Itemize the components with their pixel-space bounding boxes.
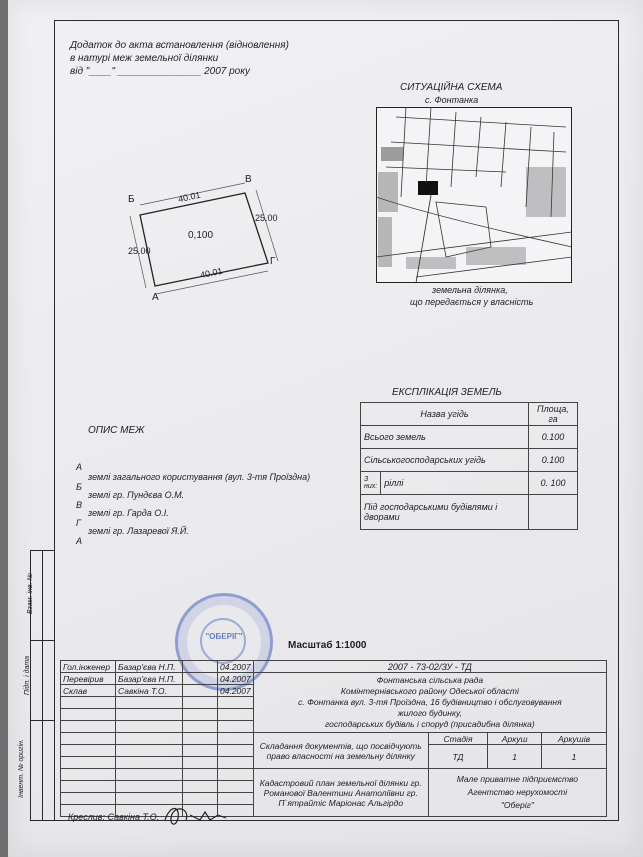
doc-title-cell: Складання документів, що посвідчують право власності на земельну ділянку	[253, 733, 428, 769]
organization-block: Фонтанська сільська рада Комінтернівського району Одеської області с. Фонтанка вул. 3-тя Проїздна, 16 будівництво і обслуговування жилого будинку, господарських будівль і споруд (присадибна ділянка)	[253, 673, 606, 733]
scheme-title: СИТУАЦІЙНА СХЕМА	[400, 82, 503, 93]
explication-table	[360, 402, 578, 530]
side-strip-line	[30, 550, 55, 551]
table-row: Сільськогосподарських угідь 0.100	[361, 449, 578, 472]
seal-inner-ring	[200, 618, 246, 664]
plot-side-top: 40.01	[177, 189, 202, 205]
scheme-caption-1: земельна ділянка,	[432, 285, 508, 295]
boundary-to-0: Б	[76, 482, 82, 492]
title-block: Гол.інженер Базар'єва Н.П. 04.2007 2007 - 73-02/ЗУ - ТД Перевірив Базар'єва Н.П. 04.2007 Фонтанська сільська рада Комінтернівського району Одеської області с. Фонтанка вул. 3-тя Проїздна, 16 будівництво і обслуговування жилого будинку, господарських будівль і споруд (присадибна ділянка) Склав Савкіна Т.О. 04.2007 Складання документів, що посвідчують право власності на земельну ділянку Стадія Аркуш Аркушів ТД 1 1 Кадастровий план земельної ділянки гр. Романової Валентини Анатоліївни гр. П`ятрайтіс Маріонас Альгірдо Мале приватне підприємство Агентство нерухомості "Оберіг"	[60, 660, 607, 817]
side-strip-line	[30, 640, 55, 641]
col-area-header: Площа, га	[528, 403, 577, 426]
boundary-text-0: землі загального користування (вул. 3-тя Проїздна)	[88, 472, 311, 482]
scheme-subtitle: с. Фонтанка	[425, 95, 479, 105]
table-row: Під господарськими будівлями і дворами	[361, 495, 578, 530]
col-name-header: Назва угідь	[361, 403, 529, 426]
point-b: Б	[128, 194, 135, 205]
boundary-from-0: А	[76, 462, 83, 472]
table-row: З них: ріллі 0. 100	[361, 472, 578, 495]
boundary-text-3: землі гр. Лазаревої Я.Й.	[88, 526, 189, 536]
header-line-3: від "____" _______________ 2007 року	[70, 66, 250, 77]
seal-text: "ОБЕРІГ"	[205, 632, 243, 641]
header-line-1: Додаток до акта встановлення (відновлення)	[70, 40, 289, 51]
side-label-sign: Підп. і дата	[24, 655, 32, 696]
frame-top	[54, 20, 619, 21]
boundaries-title: ОПИС МЕЖ	[88, 425, 145, 436]
document-code: 2007 - 73-02/ЗУ - ТД	[253, 661, 606, 673]
side-strip-line	[30, 720, 55, 721]
plan-title-cell: Кадастровий план земельної ділянки гр. Романової Валентини Анатоліївни гр. П`ятрайтіс Маріонас Альгірдо	[253, 769, 428, 817]
scale-label: Масштаб 1:1000	[288, 640, 367, 651]
side-strip-line	[42, 550, 43, 820]
dim-line-right	[256, 190, 278, 261]
explication-title: ЕКСПЛІКАЦІЯ ЗЕМЕЛЬ	[392, 387, 502, 398]
scheme-caption-2: що передається у власність	[410, 297, 534, 307]
highlighted-plot	[418, 181, 438, 195]
signature	[160, 800, 230, 830]
boundary-to-3: А	[76, 536, 83, 546]
boundary-to-2: Г	[76, 518, 81, 528]
company-cell: Мале приватне підприємство Агентство нерухомості "Оберіг"	[428, 769, 606, 817]
header-line-2: в натурі меж земельної ділянки	[70, 53, 219, 64]
side-label-inv: Інвент. № оригін.	[17, 739, 25, 798]
boundary-text-1: землі гр. Пундєва О.М.	[88, 490, 185, 500]
plot-side-left: 25.00	[128, 246, 151, 256]
scheme-map	[376, 107, 572, 283]
boundary-text-2: землі гр. Гарда О.І.	[88, 508, 169, 518]
table-row: Всього земель 0.100	[361, 426, 578, 449]
frame-left	[54, 20, 55, 820]
point-g: Г	[270, 256, 276, 267]
frame-right	[618, 20, 619, 820]
boundary-to-1: В	[76, 500, 83, 510]
side-label-replace: Взам. інв. №	[26, 573, 34, 614]
plot-area-label: 0,100	[188, 230, 214, 241]
drew-by: Креслив: Савкіна Т.О.	[68, 812, 160, 822]
point-a: А	[152, 292, 159, 303]
plot-side-bottom: 40.01	[199, 265, 224, 281]
plot-side-right: 25.00	[255, 213, 278, 223]
point-v: В	[245, 174, 252, 185]
